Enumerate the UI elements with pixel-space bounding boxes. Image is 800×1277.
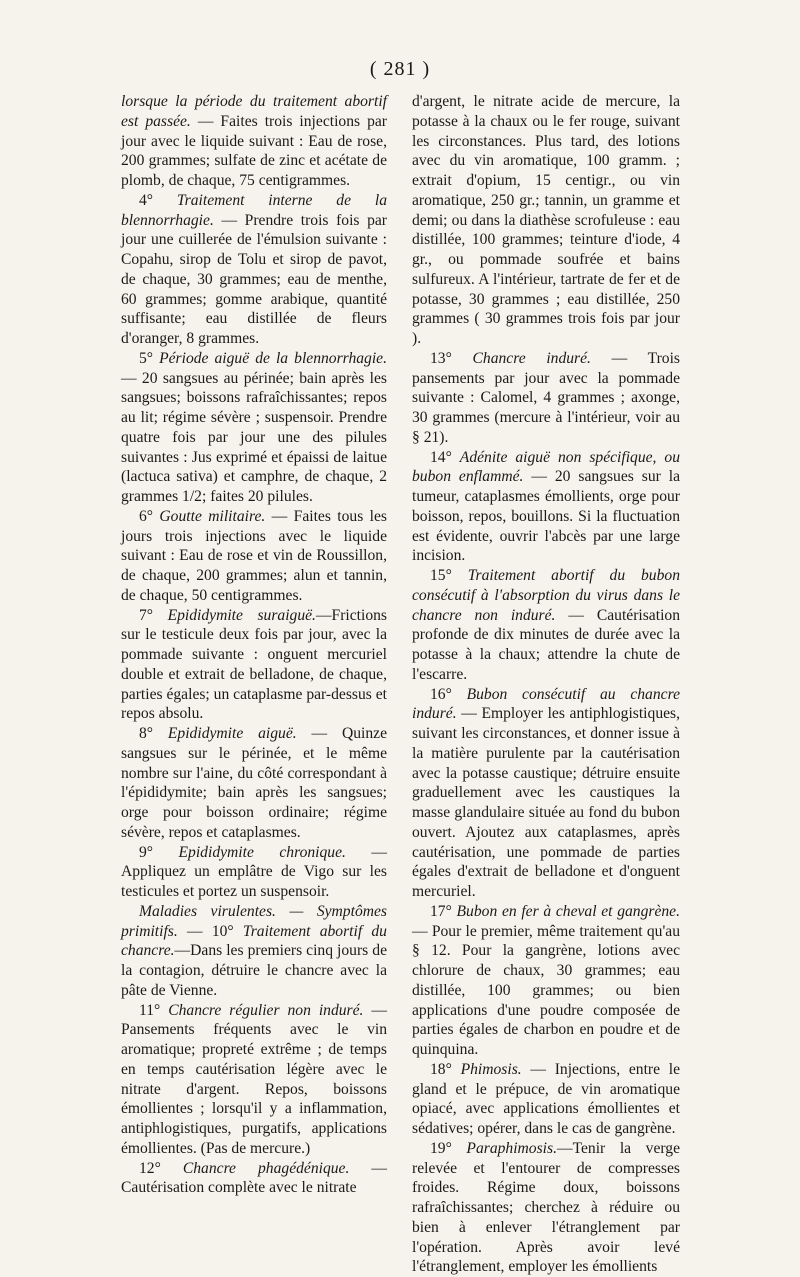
left-column — [121, 92, 387, 1198]
paragraph: 16° Bubon consécutif au chancre induré. — Employer les antiphlogistiques, suivant les circonstances, et donner issue à la matière purulente par la cautérisation avec la potasse caustique; détruire ensuite graduellement avec les caustiques la masse glandulaire située au fond du bubon ouvert. Ajoutez aux cataplasmes, après cautérisation, une pommade de parties égales d'extrait de belladone et d'onguent mercuriel. — [412, 685, 680, 900]
right-column — [412, 92, 680, 1277]
paragraph: 7° Epididymite suraiguë.—Frictions sur le testicule deux fois par jour, avec la pommade suivante : onguent mercuriel double et extrait de belladone, de chaque, parties égales; un cataplasme par-dessus et repos absolu. — [121, 606, 387, 723]
paragraph: 9° Epididymite chronique. — Appliquez un emplâtre de Vigo sur les testicules et portez un suspensoir. — [121, 843, 388, 900]
paragraph: 17° Bubon en fer à cheval et gangrène. — Pour le premier, même traitement qu'au § 12. Pour la gangrène, lotions avec chlorure de chaux, 30 grammes; eau distillée, 100 grammes; ou bien applications d'une poudre composée de parties égales de charbon en poudre et de quinquina. — [412, 902, 680, 1058]
paragraph: d'argent, le nitrate acide de mercure, la potasse à la chaux ou le fer rouge, suivant les circonstances. Plus tard, des lotions avec du vin aromatique, 100 gramm. ; extrait d'opium, 15 centigr., ou vin aromatique, 250 gr.; tannin, un gramme et demi; ou dans la diathèse scrofuleuse : eau distillée, 100 grammes; teinture d'iode, 4 gr., ou pommade soufrée et bains sulfureux. A l'intérieur, tartrate de fer et de potasse, 30 grammes ; eau distillée, 250 grammes ( 30 grammes trois fois par jour ). — [412, 93, 680, 347]
paragraph: 15° Traitement abortif du bubon consécutif à l'absorption du virus dans le chancre non induré. — Cautérisation profonde de dix minutes de durée avec la potasse à la chaux; attendre la chute de l'escarre. — [412, 567, 680, 683]
paragraph: 14° Adénite aiguë non spécifique, ou bubon enflammé. — 20 sangsues sur la tumeur, cataplasmes émollients, orge pour boisson, repos, bouillons. Si la fluctuation est évidente, ouvrir l'abcès par une large incision. — [412, 448, 681, 565]
section-heading: Maladies virulentes. — Symptômes primitifs. — 10° Traitement abortif du chancre.—Dans les premiers cinq jours de la contagion, détruire le chancre avec la pâte de Vienne. — [121, 902, 387, 999]
paragraph: 12° Chancre phagédénique. — Cautérisation complète avec le nitrate — [121, 1159, 387, 1197]
paragraph: 8° Epididymite aiguë. — Quinze sangsues sur le périnée, et le même nombre sur l'aine, du côté correspondant à l'épididymite; bain après les sangsues; orge pour boisson ordinaire; régime sévère, repos et cataplasmes. — [121, 725, 388, 841]
paragraph: 11° Chancre régulier non induré. — Pansements fréquents avec le vin aromatique; propreté extrême ; de temps en temps cautérisation légère avec le nitrate d'argent. Repos, boissons émollientes ; lorsqu'il y a inflammation, antiphlogistiques, purgatifs, applications émollientes. (Pas de mercure.) — [121, 1001, 388, 1157]
paragraph: 13° Chancre induré. — Trois pansements par jour avec la pommade suivante : Calomel, 4 grammes ; axonge, 30 grammes (mercure à l'intérieur, voir au § 21). — [412, 349, 680, 446]
paragraph: 19° Paraphimosis.—Tenir la verge relevée et l'entourer de compresses froides. Régime doux, boissons rafraîchissantes; cherchez à réduire ou bien à enlever l'étranglement par l'opération. Après avoir levé l'étranglement, employer les émollients — [412, 1139, 681, 1276]
paragraph: 18° Phimosis. — Injections, entre le gland et le prépuce, de vin aromatique opiacé, avec applications émollientes et sédatives; opérer, dans le cas de gangrène. — [412, 1060, 681, 1137]
page-number: ( 281 ) — [369, 58, 431, 80]
paragraph: 4° Traitement interne de la blennorrhagie. — Prendre trois fois par jour une cuillerée de l'émulsion suivante : Copahu, sirop de Tolu et sirop de pavot, de chaque, 30 grammes; eau de menthe, 60 grammes; gomme arabique, quantité suffisante; eau distillée de fleurs d'oranger, 8 grammes. — [121, 191, 387, 347]
paragraph: 6° Goutte militaire. — Faites tous les jours trois injections avec le liquide suivant : Eau de rose et vin de Roussillon, de chaque, 200 grammes; alun et tannin, de chaque, 50 centigrammes. — [121, 507, 387, 604]
paragraph: lorsque la période du traitement abortif est passée. — Faites trois injections par jour avec le liquide suivant : Eau de rose, 200 grammes; sulfate de zinc et acétate de plomb, de chaque, 75 centigrammes. — [121, 93, 387, 189]
paragraph: 5° Période aiguë de la blennorrhagie. — 20 sangsues au périnée; bain après les sangsues; boissons rafraîchissantes; repos au lit; régime sévère ; suspensoir. Prendre quatre fois par jour une des pilules suivantes : Jus exprimé et épaissi de laitue (lactuca sativa) et camphre, de chaque, 2 grammes 1/2; faites 20 pilules. — [121, 349, 387, 505]
